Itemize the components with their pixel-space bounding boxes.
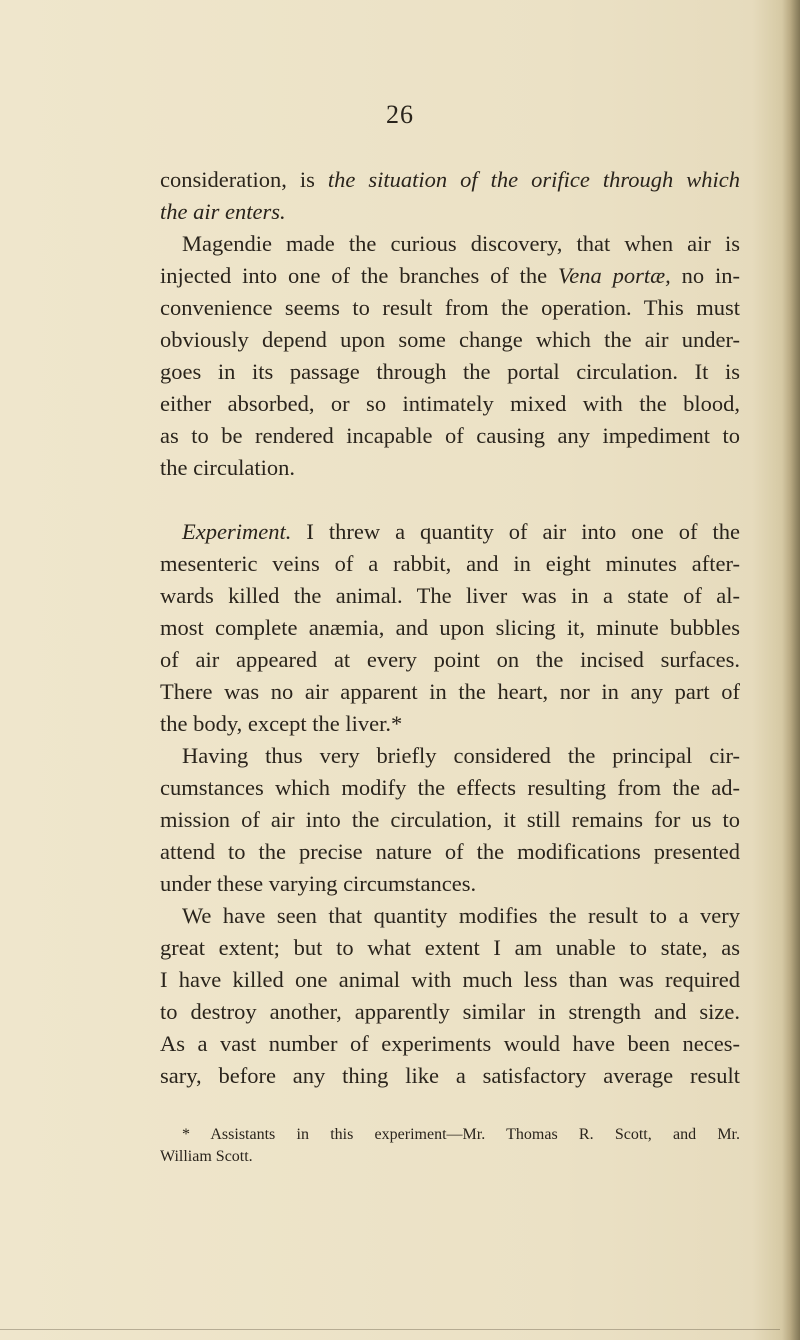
text-line: mesenteric veins of a rabbit, and in eight minutes after- [160,551,740,576]
text-line: Magendie made the curious discovery, that when air is [182,231,740,256]
text-line: either absorbed, or so intimately mixed with the blood, [160,391,740,416]
text-line: the circulation. [160,455,295,480]
footnote [160,1124,740,1168]
text-line: goes in its passage through the portal circulation. It is [160,359,740,384]
text-line: great extent; but to what extent I am unable to state, as [160,935,740,960]
text-line: the body, except the liver.* [160,711,403,736]
text-line: I have killed one animal with much less than was required [160,967,740,992]
text-line: most complete anæmia, and upon slicing it, minute bubbles [160,615,740,640]
text-line: mission of air into the circulation, it still remains for us to [160,807,740,832]
text-line: As a vast number of experiments would have been neces- [160,1031,740,1056]
page-number: 26 [386,100,414,129]
text-line: cumstances which modify the effects resulting from the ad- [160,775,740,800]
text-line: of air appeared at every point on the incised surfaces. [160,647,740,672]
text-line: obviously depend upon some change which the air under- [160,327,740,352]
paragraph-experiment [160,516,740,1092]
text-line: under these varying circumstances. [160,871,477,896]
footnote-line: * Assistants in this experiment—Mr. Thomas R. Scott, and Mr. [182,1126,740,1143]
paragraph-orifice [160,164,740,484]
text-line: Experiment. I threw a quantity of air into one of the [182,519,740,544]
page-edge-shadow [782,0,800,1340]
text-line: the air enters. [160,199,286,224]
page-bottom-edge [0,1329,780,1330]
text-line: There was no air apparent in the heart, nor in any part of [160,679,740,704]
text-line: injected into one of the branches of the Vena portæ, no in- [160,263,740,288]
text-line: convenience seems to result from the operation. This must [160,295,740,320]
text-line: wards killed the animal. The liver was in a state of al- [160,583,740,608]
text-line: consideration, is the situation of the orifice through which [160,167,740,192]
text-line: Having thus very briefly considered the principal cir- [182,743,740,768]
footnote-line: William Scott. [160,1148,253,1165]
text-line: to destroy another, apparently similar in strength and size. [160,999,740,1024]
text-line: sary, before any thing like a satisfactory average result [160,1063,740,1088]
text-line: as to be rendered incapable of causing any impediment to [160,423,740,448]
text-line: attend to the precise nature of the modifications presented [160,839,740,864]
text-line: We have seen that quantity modifies the result to a very [182,903,740,928]
